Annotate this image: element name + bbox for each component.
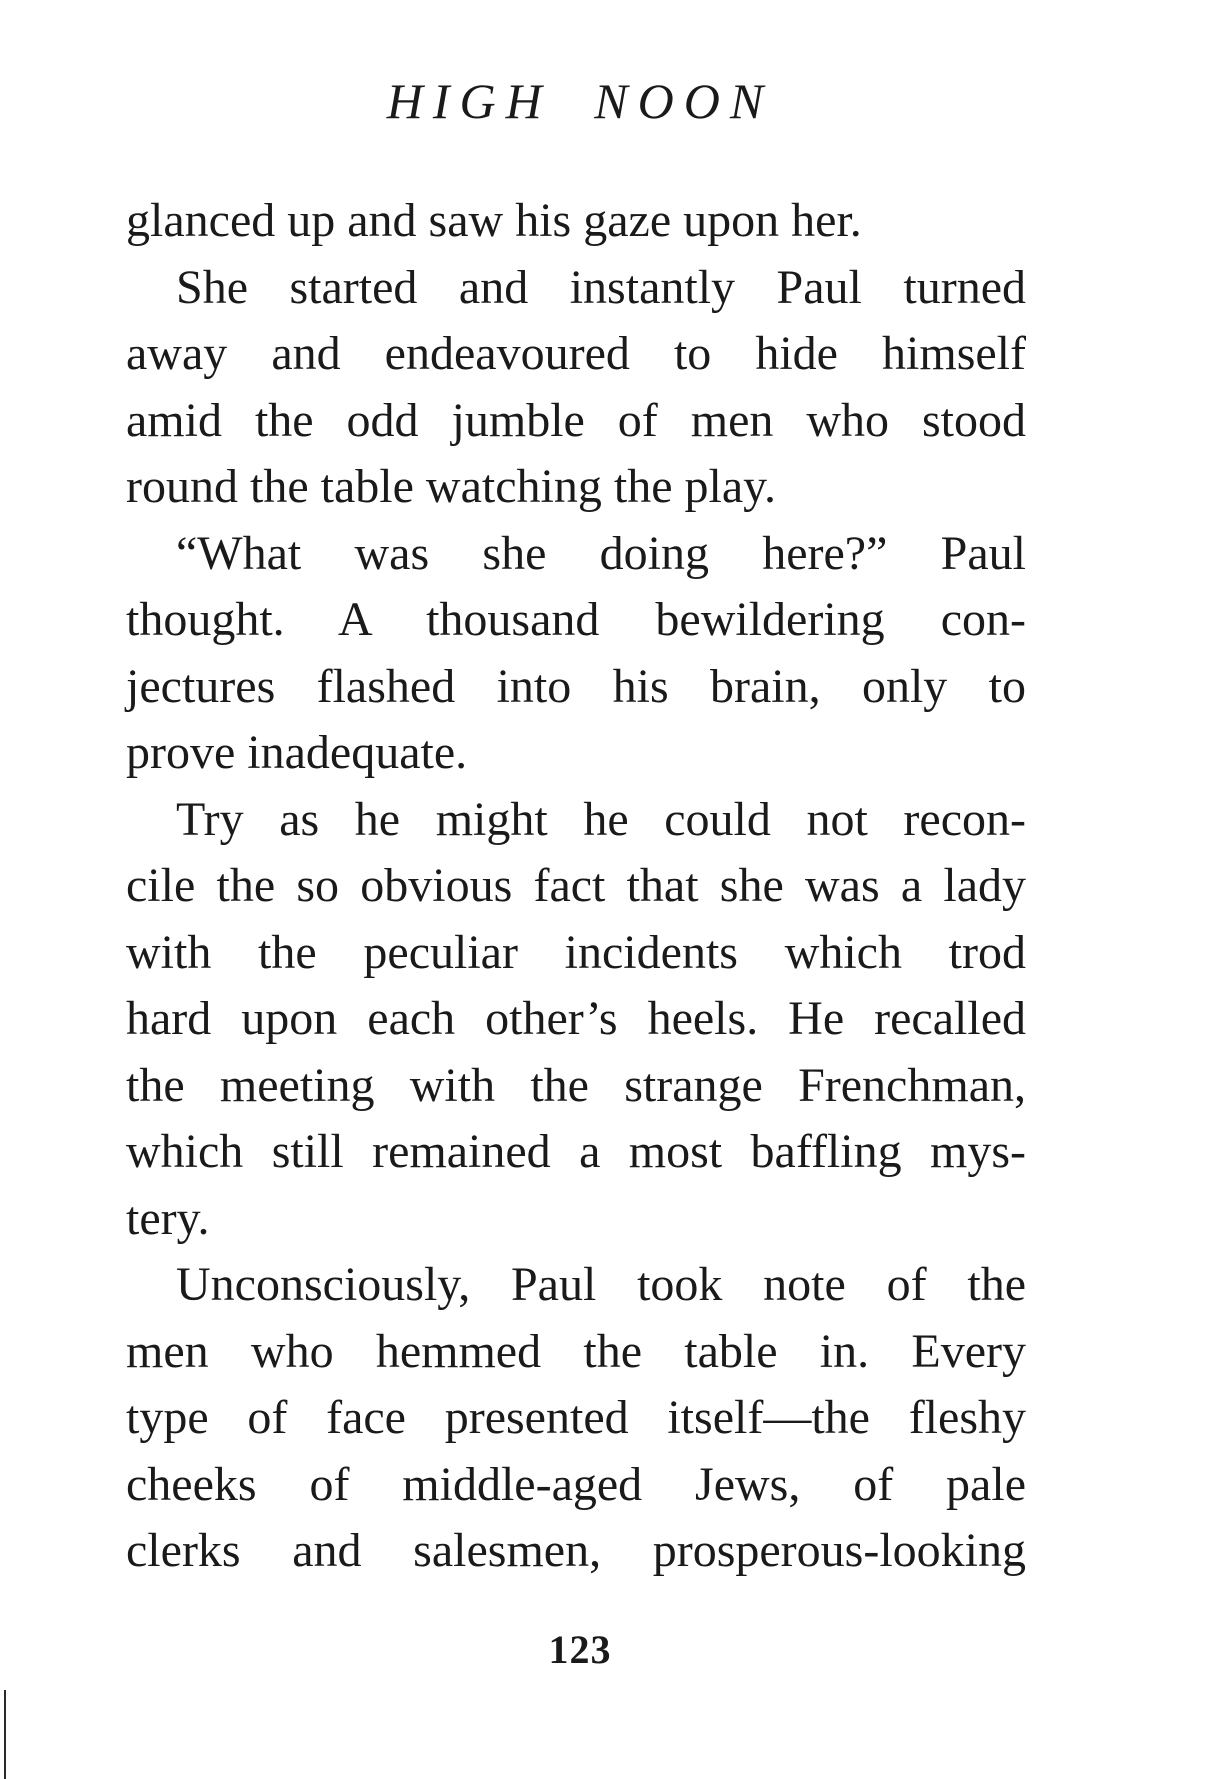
page-edge-line: [4, 1690, 6, 1779]
text-line: thought. A thousand bewildering con-: [126, 593, 1026, 646]
page-number: 123: [548, 1627, 612, 1672]
text-line: the meeting with the strange Frenchman,: [126, 1058, 1026, 1112]
text-line: type of face presented itself—the fleshy: [126, 1391, 1026, 1444]
text-line: prove inadequate.: [126, 726, 468, 779]
text-line: men who hemmed the table in. Every: [126, 1324, 1026, 1378]
paragraph: [126, 787, 1026, 1253]
text-line: glanced up and saw his gaze upon her.: [126, 194, 862, 247]
text-line: amid the odd jumble of men who stood: [126, 393, 1026, 447]
paragraph: [126, 188, 1026, 255]
text-line: which still remained a most baffling mys-: [126, 1125, 1026, 1178]
text-line: cheeks of middle-aged Jews, of pale: [126, 1457, 1026, 1511]
text-line: away and endeavoured to hide himself: [126, 327, 1026, 380]
text-line: round the table watching the play.: [126, 460, 777, 513]
text-line: tery.: [126, 1191, 210, 1245]
text-line: Unconsciously, Paul took note of the: [176, 1258, 1026, 1311]
text-line: jectures flashed into his brain, only to: [126, 659, 1026, 713]
running-head: HIGH NOON: [386, 73, 774, 129]
text-line: She started and instantly Paul turned: [176, 260, 1026, 314]
text-line: Try as he might he could not recon-: [176, 792, 1026, 846]
text-line: hard upon each other’s heels. He recalled: [126, 992, 1026, 1045]
text-line: cile the so obvious fact that she was a lady: [126, 859, 1026, 912]
body-text: [126, 188, 1026, 1585]
text-line: with the peculiar incidents which trod: [126, 925, 1026, 979]
text-line: “What was she doing here?” Paul: [176, 526, 1026, 580]
paragraph: [126, 521, 1026, 787]
text-line: clerks and salesmen, prosperous-looking: [126, 1524, 1026, 1577]
paragraph: [126, 255, 1026, 521]
paragraph: [126, 1252, 1026, 1585]
